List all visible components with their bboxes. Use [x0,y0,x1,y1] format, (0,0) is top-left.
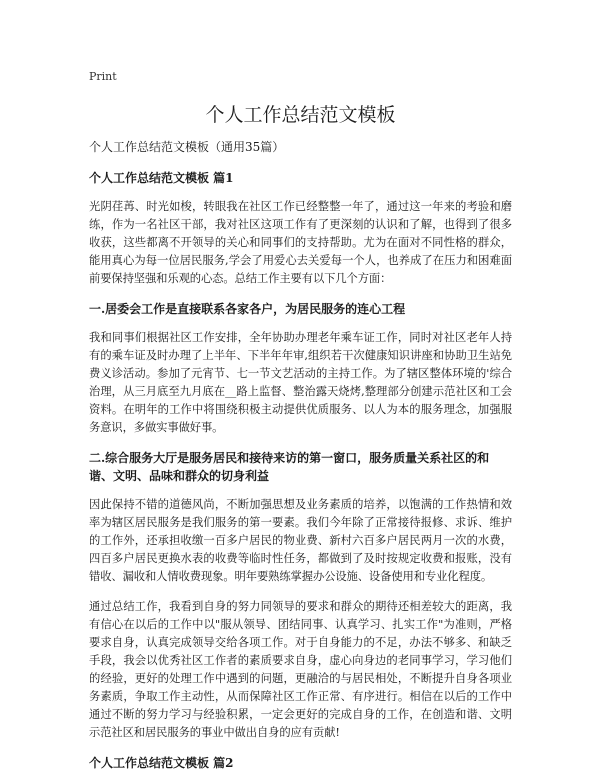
paragraph-item1: 我和同事们根据社区工作安排，全年协助办理老年乘车证工作，同时对社区老年人持有的乘车证及时办理了上半年、下半年年审,组织若干次健康知识讲座和协助卫生站免费义诊活动。参加了元宵节、七一节文艺活动的主持工作。为了辖区整体环境的'综合治理，从三月底至九月底在__路上监督、整治露天烧烤,整理部分创建示范社区和工会资料。在明年的工作中将围绕积极主动提供优质服务、以人为本的服务理念，加强服务意识，多做实事做好事。 [89,331,512,434]
section-heading-part2: 个人工作总结范文模板 篇2 [89,756,234,770]
paragraph-conclusion: 通过总结工作，我看到自身的努力同领导的要求和群众的期待还相差较大的距离，我有信心在以后的工作中以"服从领导、团结同事、认真学习、扎实工作"为准则，严格要求自身，认真完成领导交给各项工作。对于自身能力的不足，办法不够多、和缺乏手段，我会以优秀社区工作者的素质要求自身，虚心向身边的老同事学习，学习他们的经验，更好的处理工作中遇到的问题，更融洽的与居民相处，不断提升自身各项业务素质，争取工作主动性，从而保障社区工作正常、有序进行。相信在以后的工作中通过不断的努力学习与经验积累，一定会更好的完成自身的工作，在创造和谐、文明示范社区和居民服务的事业中做出自身的应有贡献! [89,600,512,739]
print-label[interactable]: Print [89,70,117,83]
section-heading-item1: 一.居委会工作是直接联系各家各户，为居民服务的连心工程 [89,302,406,316]
paragraph-item2: 因此保持不错的道德风尚，不断加强思想及业务素质的培养，以饱满的工作热情和效率为辖区居民服务是我们服务的第一要素。我们今年除了正常接待报修、求诉、维护的工作外，还承担收缴一百多户居民的物业费、新村六百多户居民两月一次的水费，四百多户居民更换水表的收费等临时性任务，都做到了及时按规定收费和报账，没有错收、漏收和人情收费现象。明年要熟练掌握办公设施、设备使用和专业化程度。 [89,498,512,583]
section-heading-item2: 二.综合服务大厅是服务居民和接待来访的第一窗口，服务质量关系社区的和谐、文明、品味和群众的切身利益 [89,451,490,483]
document-subtitle: 个人工作总结范文模板（通用35篇） [89,140,285,154]
document-title: 个人工作总结范文模板 [205,104,396,126]
paragraph-intro: 光阴荏苒、时光如梭，转眼我在社区工作已经整整一年了，通过这一年来的考验和磨练，作为一名社区干部，我对社区这项工作有了更深刻的认识和了解，也得到了很多收获，这些都离不开领导的关心和同事们的支持帮助。尤为在面对不同性格的群众，能用真心为每一位居民服务,学会了用爱心去关爱每一个人，也养成了在压力和困难面前要保持坚强和乐观的心态。总结工作主要有以下几个方面： [89,200,512,285]
section-heading-part1: 个人工作总结范文模板 篇1 [89,171,234,185]
